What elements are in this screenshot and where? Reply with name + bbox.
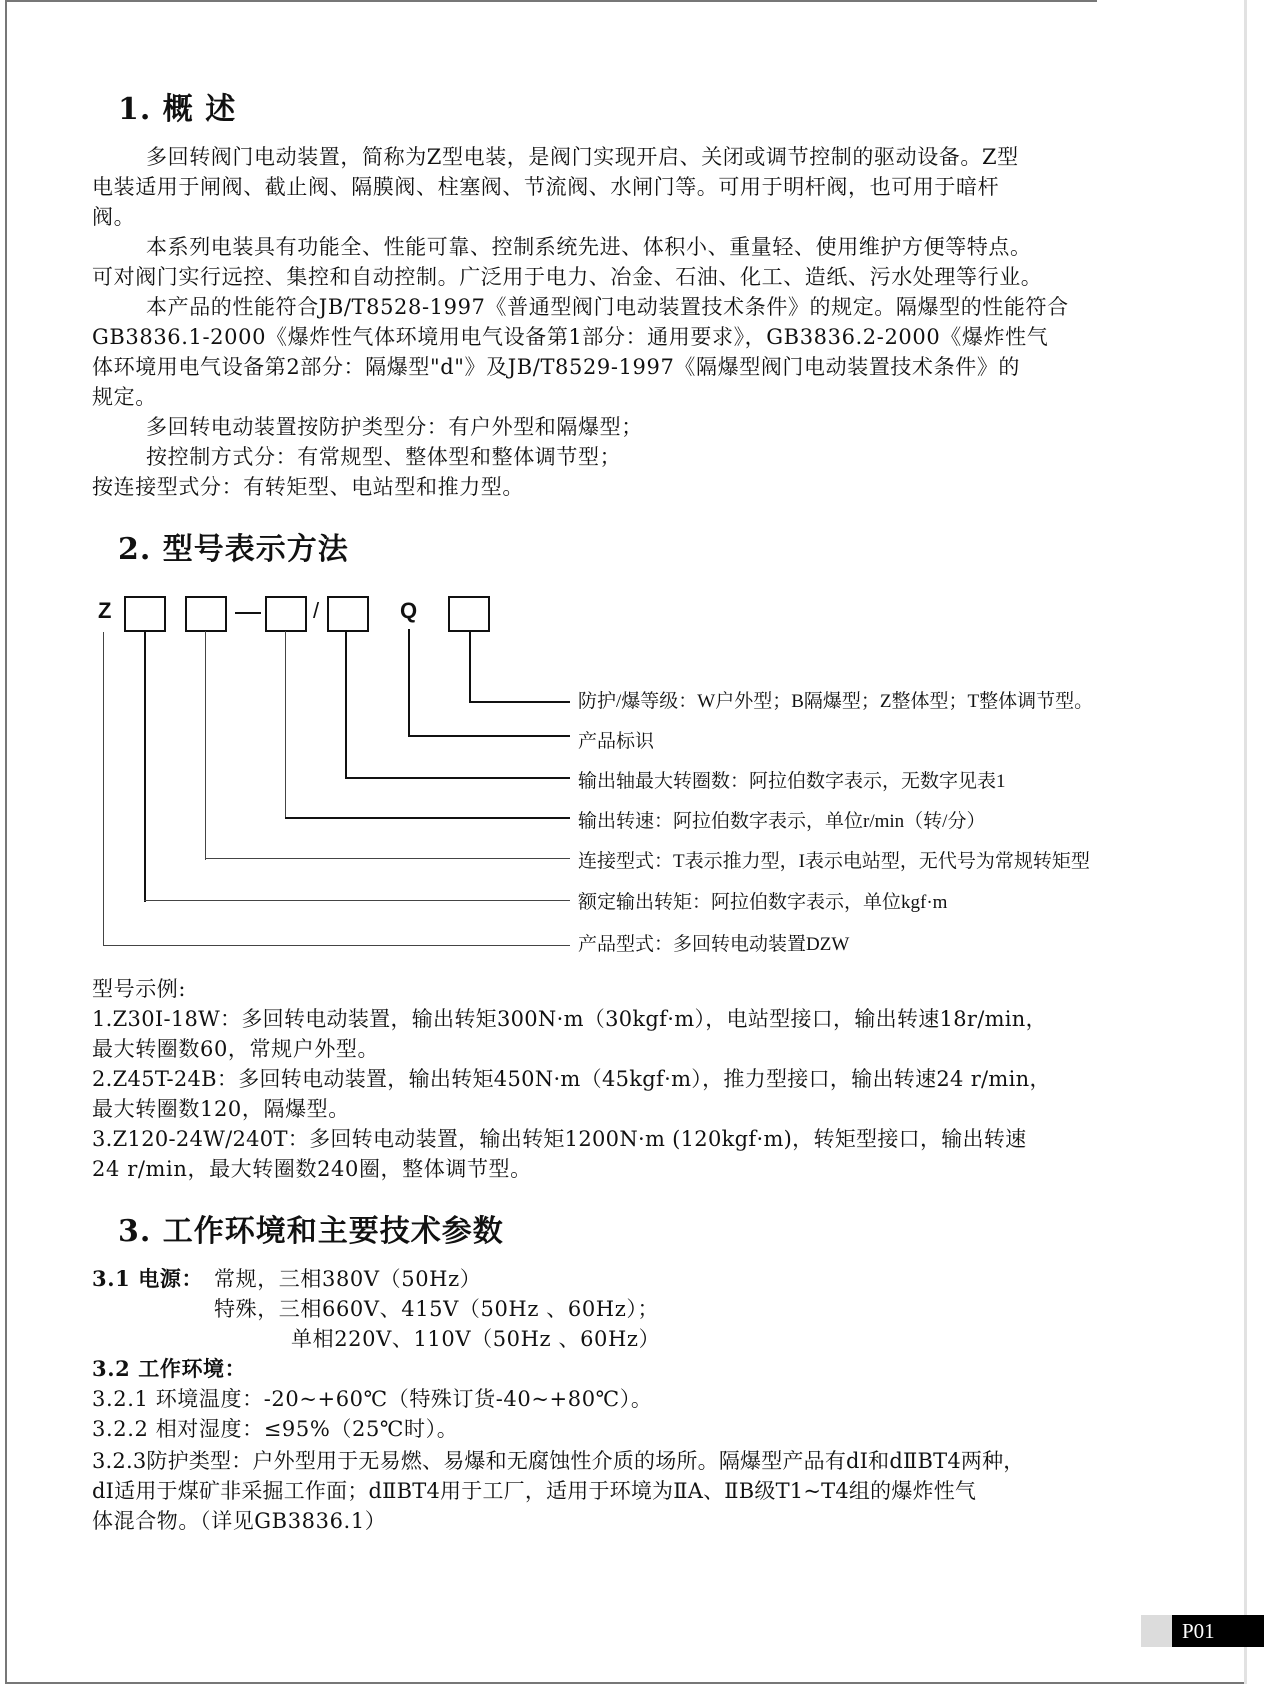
page-frame-left <box>5 0 7 1684</box>
diagram-label-connection: 连接型式：T表示推力型，I表示电站型，无代号为常规转矩型 <box>578 851 1090 872</box>
paragraph-line: 电装适用于闸阀、截止阀、隔膜阀、柱塞阀、节流阀、水闸门等。可用于明杆阀，也可用于暗杆 <box>92 175 1000 199</box>
section-1-heading: 1. 概 述 <box>118 92 237 127</box>
dash-separator <box>235 612 261 614</box>
power-line: 单相220V、110V（50Hz 、60Hz） <box>291 1327 661 1351</box>
example-line: 24 r/min，最大转圈数240圈，整体调节型。 <box>92 1157 532 1181</box>
examples-title: 型号示例: <box>92 977 187 1001</box>
code-box-speed <box>265 596 307 632</box>
page-number-accent <box>1141 1615 1173 1647</box>
connector-line <box>205 631 206 860</box>
diagram-label-torque: 额定输出转矩：阿拉伯数字表示，单位kgf·m <box>578 892 948 913</box>
slash-separator: / <box>313 598 320 623</box>
paragraph-line: 本产品的性能符合JB/T8528-1997《普通型阀门电动装置技术条件》的规定。隔爆型的性能符合 <box>146 295 1069 319</box>
connector-line <box>345 777 570 779</box>
paragraph-line: GB3836.1-2000《爆炸性气体环境用电气设备第1部分：通用要求》，GB3836.2-2000《爆炸性气 <box>92 325 1049 349</box>
environment-label: 3.2 工作环境： <box>92 1356 247 1381</box>
code-box-protection <box>448 596 490 632</box>
connector-line <box>469 701 570 703</box>
environment-item: 3.2.1 环境温度：-20~+60℃（特殊订货-40~+80℃）。 <box>92 1387 653 1411</box>
example-line: 最大转圈数60，常规户外型。 <box>92 1037 380 1061</box>
prefix-letter: Z <box>98 598 112 623</box>
protection-line: dⅠ适用于煤矿非采掘工作面；dⅡBT4用于工厂，适用于环境为ⅡA、ⅡB级T1~T4组的爆炸性气 <box>92 1479 977 1503</box>
protection-line: 3.2.3防护类型：户外型用于无易燃、易爆和无腐蚀性介质的场所。隔爆型产品有dⅠ和dⅡBT4两种， <box>92 1449 1025 1473</box>
connector-line <box>144 900 570 901</box>
paragraph-line: 按连接型式分：有转矩型、电站型和推力型。 <box>92 475 524 499</box>
code-box-turns <box>327 596 369 632</box>
example-line: 1.Z30I-18W：多回转电动装置，输出转矩300N·m（30kgf·m），电站型接口，输出转速18r/min， <box>92 1007 1047 1031</box>
connector-line <box>285 817 570 819</box>
connector-line <box>144 631 146 902</box>
power-line: 特殊，三相660V、415V（50Hz 、60Hz）； <box>214 1297 660 1321</box>
code-box-torque <box>124 596 166 632</box>
example-line: 最大转圈数120，隔爆型。 <box>92 1097 350 1121</box>
diagram-label-protection: 防护/爆等级：W户外型；B隔爆型；Z整体型；T整体调节型。 <box>578 691 1094 712</box>
paragraph-line: 多回转阀门电动装置，简称为Z型电装，是阀门实现开启、关闭或调节控制的驱动设备。Z型 <box>146 145 1019 169</box>
paragraph-line: 按控制方式分：有常规型、整体型和整体调节型； <box>146 445 622 469</box>
paragraph-line: 可对阀门实行远控、集控和自动控制。广泛用于电力、冶金、石油、化工、造纸、污水处理等行业。 <box>92 265 1043 289</box>
diagram-label-product-type: 产品型式：多回转电动装置DZW <box>578 934 850 955</box>
power-line: 常规，三相380V（50Hz） <box>214 1267 482 1291</box>
diagram-label-speed: 输出转速：阿拉伯数字表示，单位r/min（转/分） <box>578 811 986 832</box>
example-line: 3.Z120-24W/240T：多回转电动装置，输出转矩1200N·m (120kgf·m)，转矩型接口，输出转速 <box>92 1127 1027 1151</box>
paragraph-line: 本系列电装具有功能全、性能可靠、控制系统先进、体积小、重量轻、使用维护方便等特点。 <box>146 235 1032 259</box>
page-frame-top <box>5 0 1097 2</box>
connector-line <box>205 858 570 859</box>
section-3-heading: 3. 工作环境和主要技术参数 <box>118 1214 504 1249</box>
paragraph-line: 阀。 <box>92 205 136 229</box>
paragraph-line: 体环境用电气设备第2部分：隔爆型"d"》及JB/T8529-1997《隔爆型阀门电动装置技术条件》的 <box>92 355 1021 379</box>
page-frame-right <box>1244 0 1247 1684</box>
connector-line <box>285 631 286 819</box>
power-label: 3.1 电源： <box>92 1266 204 1291</box>
connector-line <box>103 945 570 946</box>
page-number: P01 <box>1172 1615 1264 1647</box>
diagram-label-max-turns: 输出轴最大转圈数：阿拉伯数字表示，无数字见表1 <box>578 771 1006 792</box>
code-box-connection <box>185 596 227 632</box>
connector-line <box>103 632 104 946</box>
connector-line <box>469 631 471 703</box>
example-line: 2.Z45T-24B：多回转电动装置，输出转矩450N·m（45kgf·m），推力型接口，输出转速24 r/min， <box>92 1067 1051 1091</box>
connector-line <box>408 735 570 737</box>
marker-letter: Q <box>400 598 418 623</box>
environment-item: 3.2.2 相对湿度：≤95%（25℃时）。 <box>92 1417 459 1441</box>
paragraph-line: 多回转电动装置按防护类型分：有户外型和隔爆型； <box>146 415 643 439</box>
connector-line <box>408 629 410 737</box>
diagram-label-product-mark: 产品标识 <box>578 731 655 752</box>
protection-line: 体混合物。（详见GB3836.1） <box>92 1509 387 1533</box>
paragraph-line: 规定。 <box>92 385 157 409</box>
section-2-heading: 2. 型号表示方法 <box>118 532 349 567</box>
connector-line <box>345 631 347 779</box>
